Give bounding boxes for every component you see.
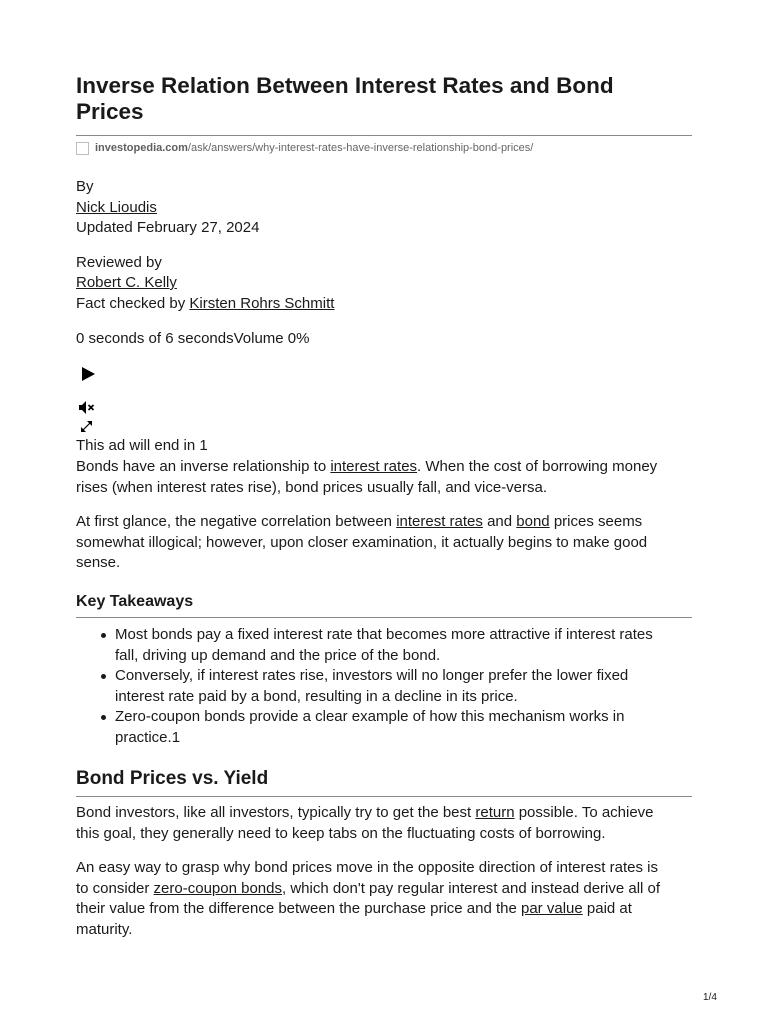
reviewer-link[interactable]: Robert C. Kelly xyxy=(76,274,177,291)
interest-rates-link[interactable]: interest rates xyxy=(330,458,418,475)
reviewed-label: Reviewed by xyxy=(76,254,162,271)
page-title: Inverse Relation Between Interest Rates and Bond Prices xyxy=(76,73,614,124)
list-item: Zero-coupon bonds provide a clear example of how this mechanism works in practice.1 xyxy=(76,707,692,748)
bullet-icon xyxy=(101,633,106,638)
author-link[interactable]: Nick Lioudis xyxy=(76,199,157,216)
source-url[interactable]: investopedia.com /ask/answers/why-interest-rates-have-inverse-relationship-bond-prices/ xyxy=(76,140,533,156)
play-icon[interactable] xyxy=(81,367,95,386)
fact-check-line: Fact checked by Kirsten Rohrs Schmitt xyxy=(76,295,335,312)
bullet-icon xyxy=(101,715,106,720)
second-paragraph: At first glance, the negative correlation between interest rates and bond prices seems somewhat illogical; however, upon closer examination, it actually begins to make good sense. xyxy=(76,513,648,571)
yield-paragraph-1: Bond investors, like all investors, typically try to get the best return possible. To achieve this goal, they generally need to keep tabs on the fluctuating costs of borrowing. xyxy=(76,804,654,842)
yield-paragraph-2: An easy way to grasp why bond prices move in the opposite direction of interest rates is to consider zero-coupon bonds, which don't pay regular interest and instead derive all of their value from the difference between the purchase price and the par value paid at maturity. xyxy=(76,859,661,938)
updated-date: Updated February 27, 2024 xyxy=(76,219,260,236)
list-item: Conversely, if interest rates rise, investors will no longer prefer the lower fixed interest rate paid by a bond, resulting in a decline in its price. xyxy=(76,666,692,707)
mute-icon[interactable] xyxy=(79,401,95,419)
interest-rates-link-2[interactable]: interest rates xyxy=(396,513,483,530)
title-divider xyxy=(76,135,692,136)
section-heading: Bond Prices vs. Yield xyxy=(76,768,269,789)
bond-link[interactable]: bond xyxy=(516,513,550,530)
intro-paragraph: Bonds have an inverse relationship to interest rates. When the cost of borrowing money rises (when interest rates rise), bond prices usually fall, and vice-versa. xyxy=(76,458,658,496)
par-value-link[interactable]: par value xyxy=(521,900,583,917)
page-number: 1/4 xyxy=(703,992,717,1003)
by-label: By xyxy=(76,178,94,195)
bullet-icon xyxy=(101,674,106,679)
ad-countdown: This ad will end in 1 xyxy=(76,437,208,454)
fact-checker-link[interactable]: Kirsten Rohrs Schmitt xyxy=(189,295,335,312)
favicon-icon xyxy=(76,142,89,155)
takeaways-divider xyxy=(76,617,692,618)
return-link[interactable]: return xyxy=(475,804,515,821)
list-item: Most bonds pay a fixed interest rate that becomes more attractive if interest rates fall, driving up demand and the price of the bond. xyxy=(76,625,692,666)
key-takeaways-heading: Key Takeaways xyxy=(76,593,194,610)
takeaways-list xyxy=(76,625,692,748)
zero-coupon-bonds-link[interactable]: zero-coupon bonds xyxy=(153,879,282,897)
section-divider xyxy=(76,796,692,797)
player-status: 0 seconds of 6 secondsVolume 0% xyxy=(76,330,310,347)
